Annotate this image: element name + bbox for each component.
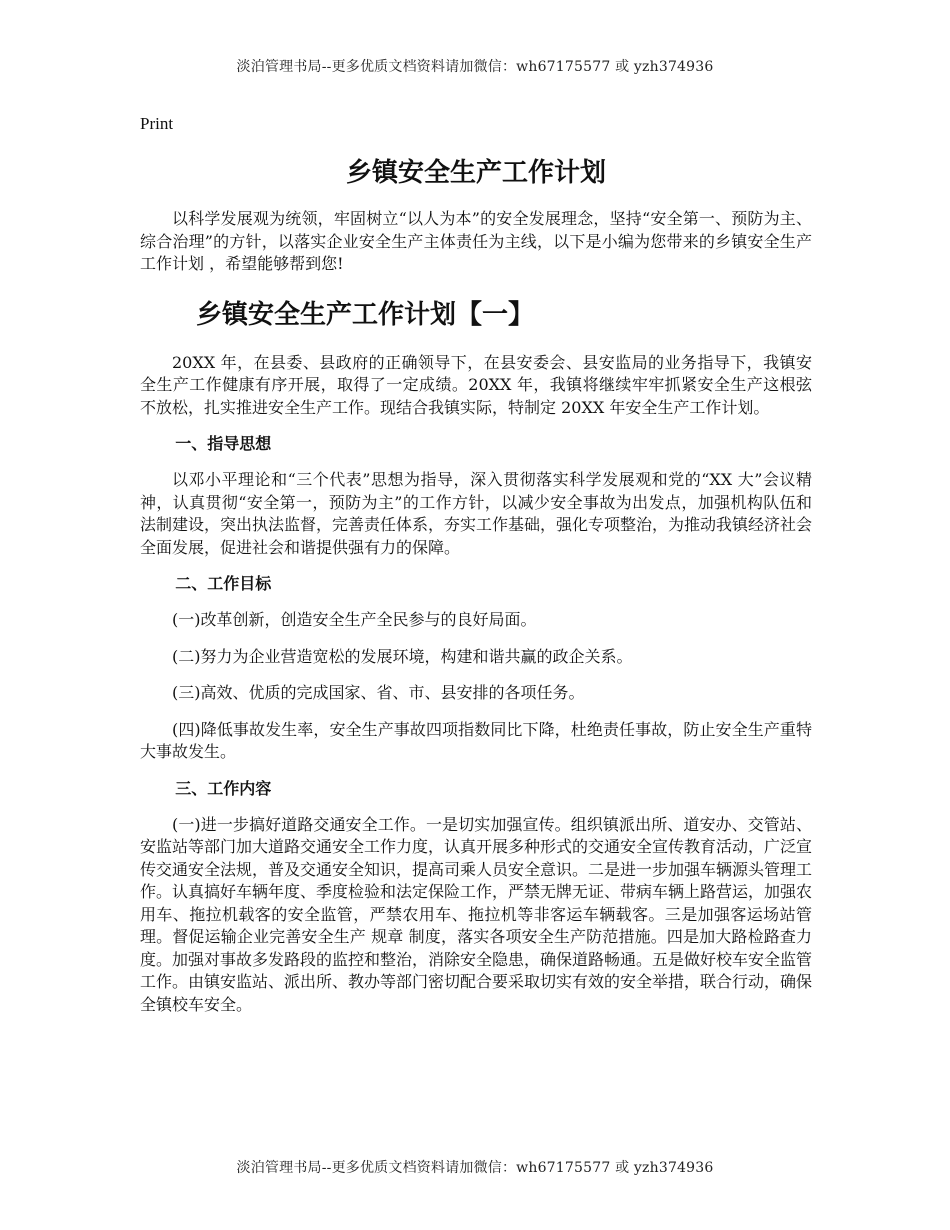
- section1-paragraph: 20XX 年，在县委、县政府的正确领导下，在县安委会、县安监局的业务指导下，我镇安全生产工作健康有序开展，取得了一定成绩。20XX 年，我镇将继续牢牢抓紧安全生产这根弦不放松，扎实推进安全生产工作。现结合我镇实际，特制定 20XX 年安全生产工作计划。: [140, 352, 812, 417]
- goal-item: (二)努力为企业营造宽松的发展环境，构建和谐共赢的政企关系。: [172, 646, 633, 666]
- heading-guiding-ideology: 一、指导思想: [175, 434, 272, 453]
- heading-work-content: 三、工作内容: [175, 778, 272, 798]
- goal-item: (一)改革创新，创造安全生产全民参与的良好局面。: [172, 610, 537, 629]
- section-title: 乡镇安全生产工作计划【一】: [196, 299, 535, 330]
- print-label: Print: [140, 114, 174, 133]
- heading-work-goals: 二、工作目标: [175, 574, 272, 593]
- guiding-ideology-paragraph: 以邓小平理论和“三个代表”思想为指导，深入贯彻落实科学发展观和党的“XX 大”会议精神，认真贯彻“安全第一，预防为主”的工作方针，以减少安全事故为出发点，加强机构队伍和法制建设，突出执法监督，完善责任体系，夯实工作基础，强化专项整治，为推动我镇经济社会全面发展，促进社会和谐提供强有力的保障。: [140, 470, 813, 557]
- document-title: 乡镇安全生产工作计划: [345, 158, 606, 188]
- intro-paragraph: 以科学发展观为统领，牢固树立“以人为本”的安全发展理念，坚持“安全第一、预防为主、综合治理”的方针，以落实企业安全生产主体责任为主线，以下是小编为您带来的乡镇安全生产 工作计划 ，希望能够帮到您!: [140, 209, 812, 273]
- work-content-paragraph: (一)进一步搞好道路交通安全工作。一是切实加强宣传。组织镇派出所、道安办、交管站、安监站等部门加大道路交通安全工作力度，认真开展多种形式的交通安全宣传教育活动，广泛宣传交通安全法规，普及交通安全知识，提高司乘人员安全意识。二是进一步加强车辆源头管理工作。认真搞好车辆年度、季度检验和法定保险工作，严禁无牌无证、带病车辆上路营运，加强农用车、拖拉机载客的安全监管，严禁农用车、拖拉机等非客运车辆载客。三是加强客运场站管理。督促运输企业完善安全生产 规章 制度，落实各项安全生产防范措施。四是加大路检路查力度。加强对事故多发路段的监控和整治，消除安全隐患，确保道路畅通。五是做好校车安全监管工作。由镇安监站、派出所、教办等部门密切配合要采取切实有效的安全举措，联合行动，确保全镇校车安全。: [140, 814, 813, 1014]
- goal-item: (四)降低事故发生率，安全生产事故四项指数同比下降，杜绝责任事故，防止安全生产重特大事故发生。: [140, 719, 812, 761]
- document-body: [140, 112, 812, 1030]
- page-header: 淡泊管理书局--更多优质文档资料请加微信：wh67175577 或 yzh374936: [236, 59, 714, 75]
- page-footer: 淡泊管理书局--更多优质文档资料请加微信：wh67175577 或 yzh374936: [236, 1160, 714, 1176]
- goal-item: (三)高效、优质的完成国家、省、市、县安排的各项任务。: [172, 683, 585, 702]
